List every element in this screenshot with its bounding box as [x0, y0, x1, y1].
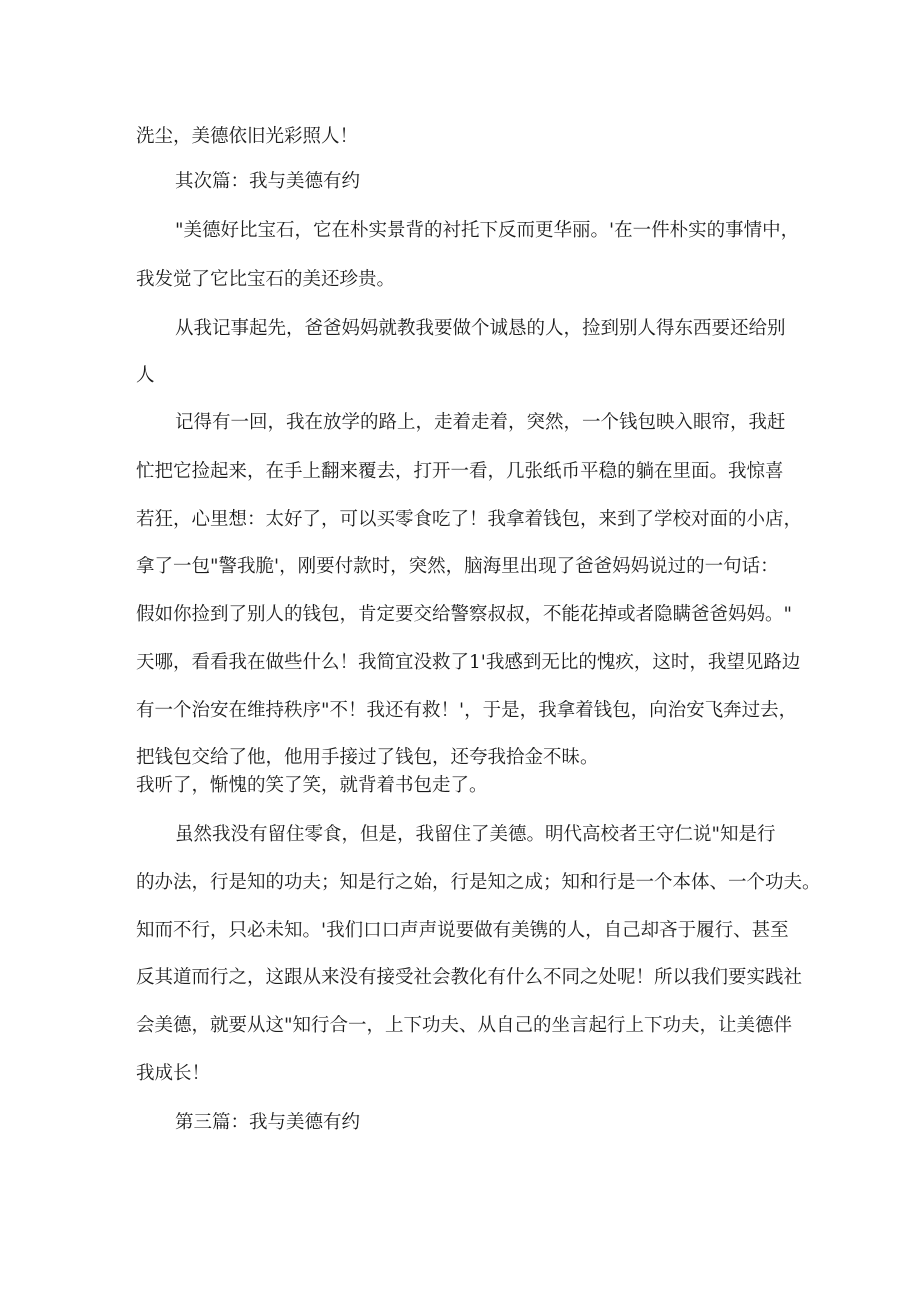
text-line: 洗尘，美德依旧光彩照人！ — [136, 126, 359, 147]
text-line: 假如你捡到了别人的钱包，肯定要交给警察叔叔，不能花掉或者隐瞒爸爸妈妈。" — [136, 604, 793, 625]
text-line: 我发觉了它比宝石的美还珍贵。 — [136, 269, 396, 290]
text-line: 拿了一包"警我脆'，刚要付款时，突然，脑海里出现了爸爸妈妈说过的一句话： — [136, 556, 779, 577]
text-line: 虽然我没有留住零食，但是，我留住了美德。明代高校者王守仁说"知是行 — [175, 824, 776, 845]
text-line: 人 — [136, 365, 155, 386]
text-line: 从我记事起先，爸爸妈妈就教我要做个诚恳的人，捡到别人得东西要还给别 — [175, 318, 786, 339]
text-line: 会美德，就要从这"知行合一，上下功夫、从自己的坐言起行上下功夫，让美德伴 — [136, 1015, 793, 1036]
text-line: "美德好比宝石，它在朴实景背的衬托下反而更华丽。'在一件朴实的事情中， — [175, 220, 800, 241]
text-line: 我成长！ — [136, 1063, 211, 1084]
section-heading: 其次篇：我与美德有约 — [175, 171, 361, 192]
text-line: 忙把它捡起来，在手上翻来覆去，打开一看，几张纸币平稳的躺在里面。我惊喜 — [136, 461, 784, 482]
text-line: 我听了，惭愧的笑了笑，就背着书包走了。 — [136, 775, 488, 796]
text-line: 记得有一回，我在放学的路上，走着走着，突然，一个钱包映入眼帘，我赶 — [175, 412, 786, 433]
text-line: 的办法，行是知的功夫；知是行之始，行是知之成；知和行是一个本体、一个功夫。 — [136, 872, 821, 893]
text-line: 把钱包交给了他，他用手接过了钱包，还夸我拾金不昧。 — [136, 747, 599, 768]
text-line: 反其道而行之，这跟从来没有接受社会教化有什么不同之处呢！所以我们要实践社 — [136, 967, 803, 988]
text-line: 若狂，心里想：太好了，可以买零食吃了！我拿着钱包，来到了学校对面的小店， — [136, 509, 803, 530]
section-heading: 第三篇：我与美德有约 — [175, 1112, 361, 1133]
text-line: 知而不行，只必未知。'我们口口声声说要做有美镌的人，自己却吝于履行、甚至 — [136, 920, 789, 941]
text-line: 有一个治安在维持秩序"不！我还有救！'，于是，我拿着钱包，向治安飞奔过去， — [136, 700, 798, 721]
text-line: 天哪，看看我在做些什么！我简宜没救了1'我感到无比的愧疚，这时，我望见路边 — [136, 652, 801, 673]
